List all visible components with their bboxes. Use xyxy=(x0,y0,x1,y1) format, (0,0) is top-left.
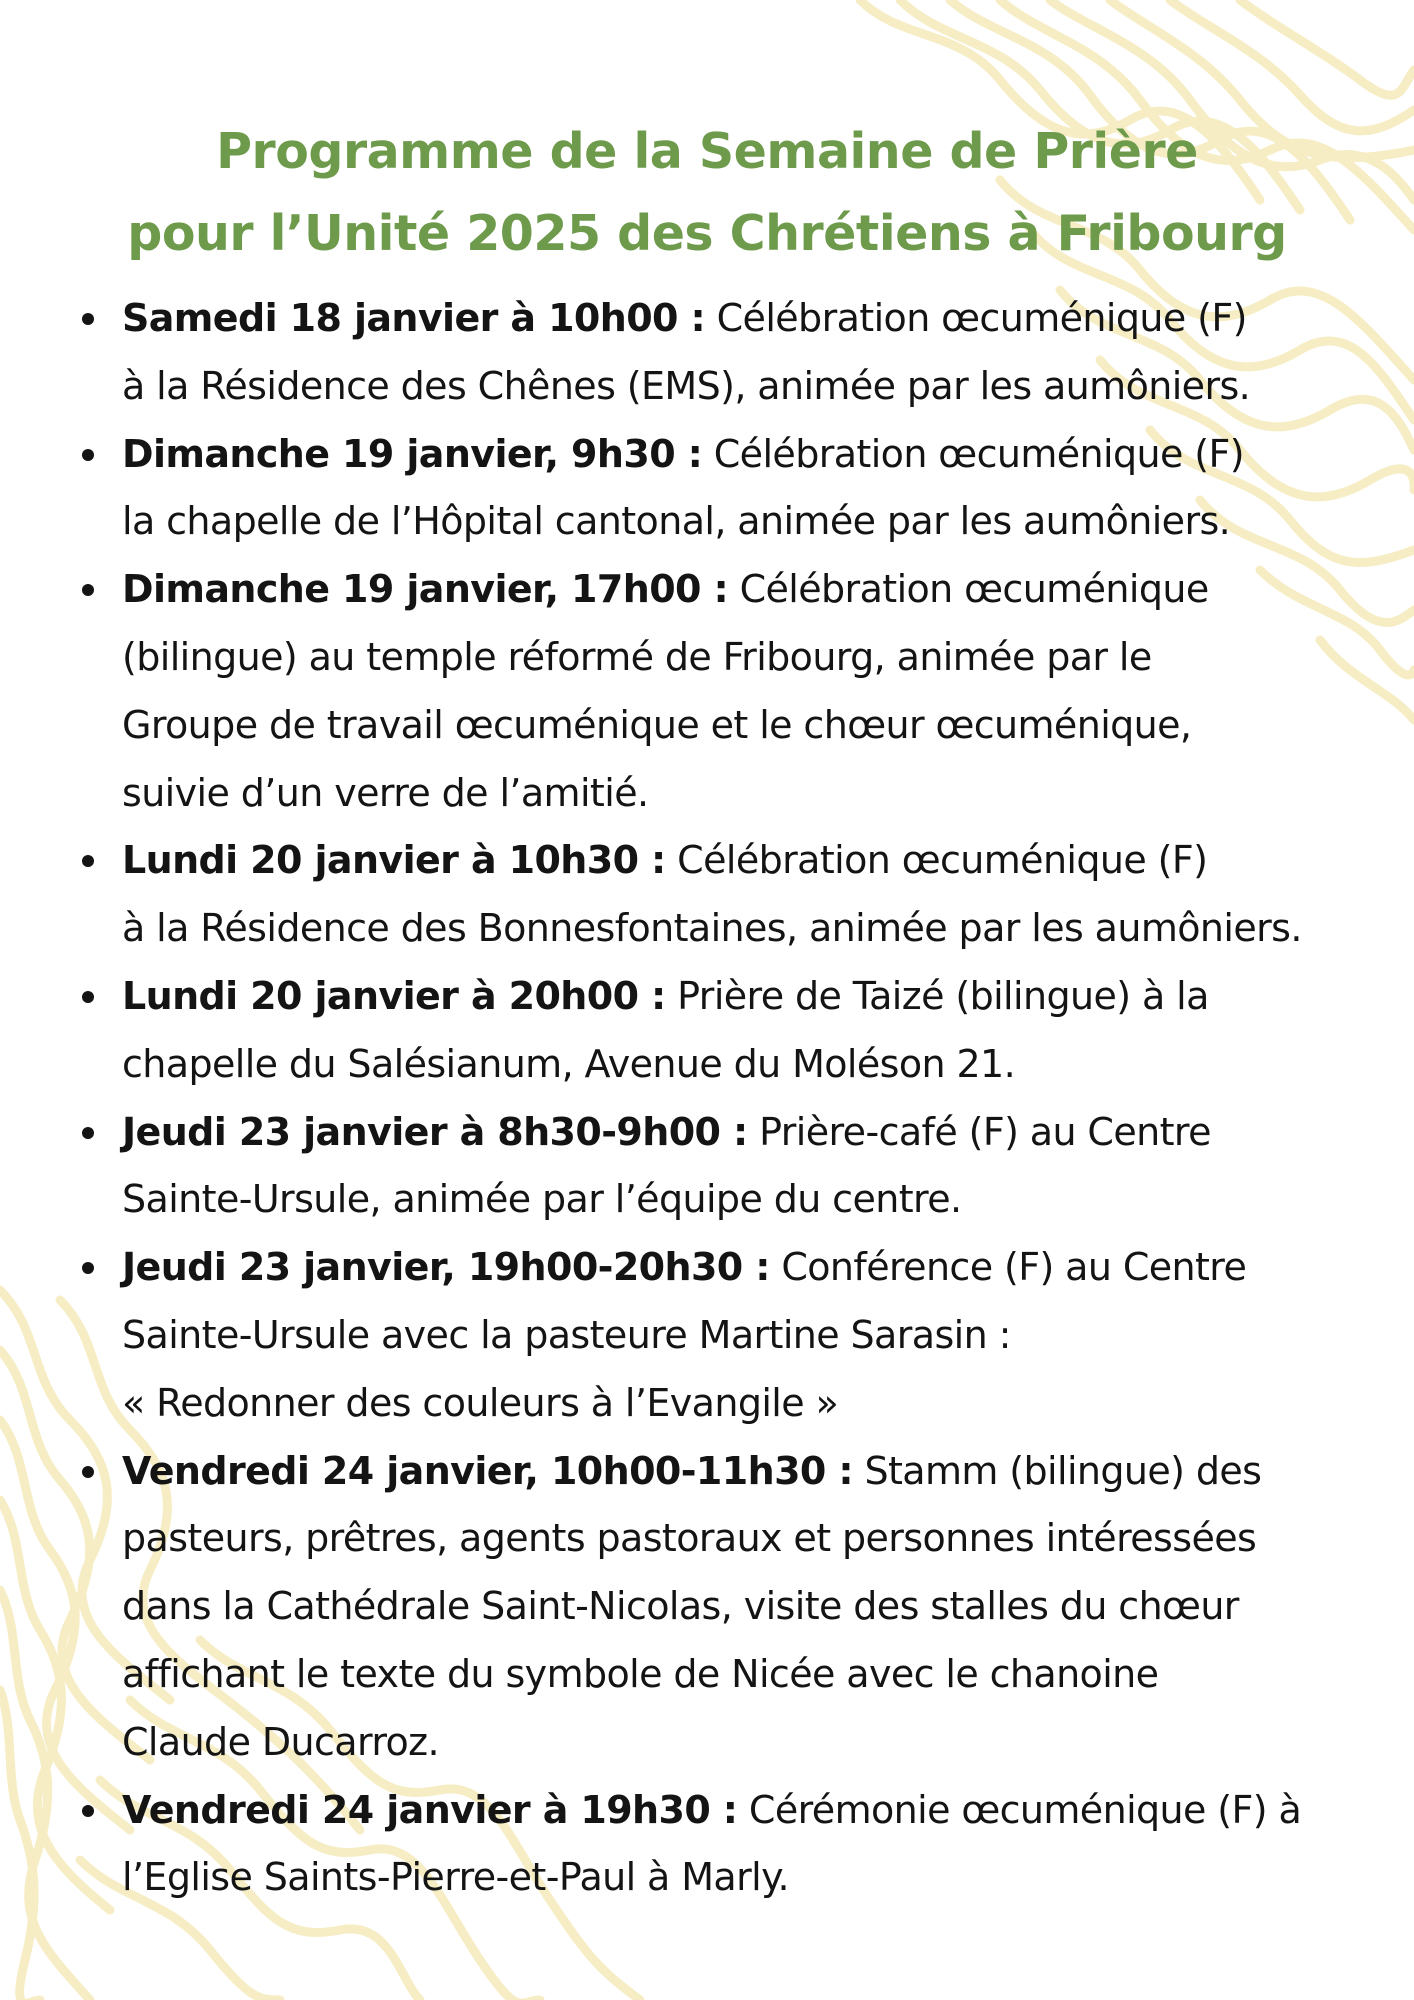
bullet-icon xyxy=(82,584,94,596)
bullet-icon xyxy=(82,1262,94,1274)
event-line: chapelle du Salésianum, Avenue du Moléson 21. xyxy=(122,1041,1016,1086)
bullet-icon xyxy=(82,313,94,325)
event-date: Jeudi 23 janvier à 8h30-9h00 : xyxy=(122,1109,748,1154)
list-item xyxy=(80,1099,1370,1235)
event-text: Célébration œcuménique (F) xyxy=(702,431,1244,476)
event-line: à la Résidence des Bonnesfontaines, animée par les aumôniers. xyxy=(122,906,1302,951)
event-line: pasteurs, prêtres, agents pastoraux et personnes intéressées xyxy=(122,1516,1257,1561)
event-date: Lundi 20 janvier à 20h00 : xyxy=(122,973,666,1018)
event-line: « Redonner des couleurs à l’Evangile » xyxy=(122,1380,839,1425)
event-line: dans la Cathédrale Saint-Nicolas, visite des stalles du chœur xyxy=(122,1584,1239,1629)
list-item xyxy=(80,963,1370,1099)
event-line xyxy=(122,285,1370,353)
event-date: Lundi 20 janvier à 10h30 : xyxy=(122,838,666,883)
bullet-icon xyxy=(82,1466,94,1478)
list-item xyxy=(80,1777,1370,1913)
list-item xyxy=(80,827,1370,963)
bullet-icon xyxy=(82,449,94,461)
event-line xyxy=(122,1438,1370,1506)
event-line: suivie d’un verre de l’amitié. xyxy=(122,770,649,815)
bullet-icon xyxy=(82,1127,94,1139)
list-item xyxy=(80,556,1370,827)
event-line xyxy=(122,963,1370,1031)
bullet-icon xyxy=(82,1805,94,1817)
bullet-icon xyxy=(82,991,94,1003)
list-item xyxy=(80,1438,1370,1777)
event-list xyxy=(80,285,1370,1912)
event-line: (bilingue) au temple réformé de Fribourg, animée par le xyxy=(122,634,1152,679)
event-line xyxy=(122,556,1370,624)
event-line xyxy=(122,421,1370,489)
event-text: Stamm (bilingue) des xyxy=(852,1448,1262,1493)
page-title xyxy=(100,111,1314,275)
event-line: Claude Ducarroz. xyxy=(122,1719,439,1764)
event-date: Samedi 18 janvier à 10h00 : xyxy=(122,296,706,340)
event-line: Sainte-Ursule avec la pasteure Martine Sarasin : xyxy=(122,1312,1011,1357)
event-text: Célébration œcuménique (F) xyxy=(705,296,1247,340)
event-line xyxy=(122,1777,1370,1845)
event-text: Prière-café (F) au Centre xyxy=(747,1109,1211,1154)
event-text: Cérémonie œcuménique (F) à xyxy=(737,1787,1302,1832)
title-line: Programme de la Semaine de Prière xyxy=(216,122,1198,180)
bullet-icon xyxy=(82,855,94,867)
event-text: Célébration œcuménique xyxy=(728,567,1209,612)
event-date: Vendredi 24 janvier, 10h00-11h30 : xyxy=(122,1448,853,1493)
event-line: Sainte-Ursule, animée par l’équipe du centre. xyxy=(122,1177,962,1222)
event-line: l’Eglise Saints-Pierre-et-Paul à Marly. xyxy=(122,1855,790,1900)
event-line: Groupe de travail œcuménique et le chœur œcuménique, xyxy=(122,702,1192,747)
list-item xyxy=(80,1234,1370,1437)
event-date: Dimanche 19 janvier, 17h00 : xyxy=(122,567,729,612)
event-line xyxy=(122,1234,1370,1302)
event-line xyxy=(122,1099,1370,1167)
event-date: Jeudi 23 janvier, 19h00-20h30 : xyxy=(122,1245,770,1290)
event-line xyxy=(122,827,1370,895)
event-date: Vendredi 24 janvier à 19h30 : xyxy=(122,1787,738,1832)
event-date: Dimanche 19 janvier, 9h30 : xyxy=(122,431,703,476)
event-line: à la Résidence des Chênes (EMS), animée par les aumôniers. xyxy=(122,363,1251,408)
list-item xyxy=(80,285,1370,421)
event-line: affichant le texte du symbole de Nicée avec le chanoine xyxy=(122,1651,1159,1696)
event-text: Conférence (F) au Centre xyxy=(769,1245,1247,1290)
event-text: Célébration œcuménique (F) xyxy=(665,838,1208,883)
title-line: pour l’Unité 2025 des Chrétiens à Fribourg xyxy=(127,204,1287,262)
event-text: Prière de Taizé (bilingue) à la xyxy=(665,973,1209,1018)
event-line: la chapelle de l’Hôpital cantonal, animée par les aumôniers. xyxy=(122,499,1231,544)
list-item xyxy=(80,421,1370,557)
